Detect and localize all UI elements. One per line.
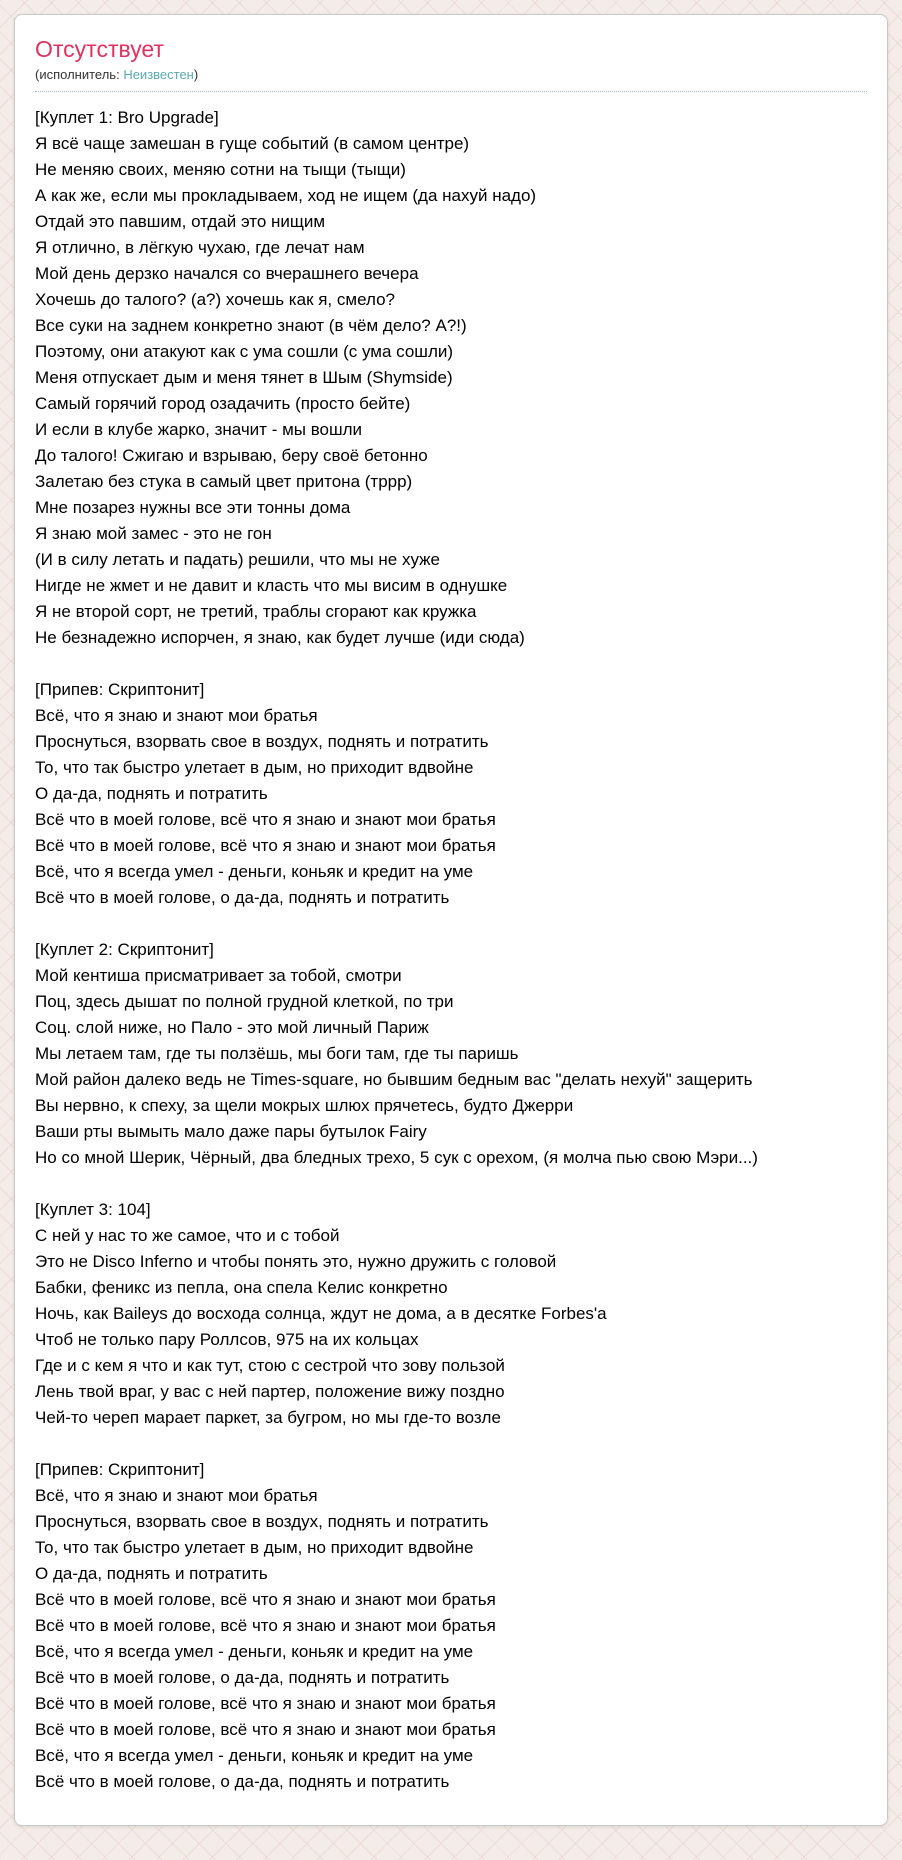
lyrics-line: Меня отпускает дым и меня тянет в Шым (Shymside)	[35, 368, 453, 387]
lyrics-line: Проснуться, взорвать свое в воздух, поднять и потратить	[35, 732, 489, 751]
lyrics-line: Всё, что я всегда умел - деньги, коньяк и кредит на уме	[35, 1746, 474, 1765]
lyrics-line: Мой район далеко ведь не Times-square, но бывшим бедным вас "делать нехуй" защерить	[35, 1070, 753, 1089]
lyrics-line: Поц, здесь дышат по полной грудной клеткой, по три	[35, 992, 454, 1011]
section-header: [Припев: Скриптонит]	[35, 680, 205, 699]
lyrics-line: Где и с кем я что и как тут, стою с сестрой что зову пользой	[35, 1356, 505, 1375]
lyrics-line: Всё что в моей голове, о да-да, поднять и потратить	[35, 1668, 450, 1687]
lyrics-text	[35, 105, 867, 1795]
lyrics-block	[35, 677, 867, 911]
lyrics-line: То, что так быстро улетает в дым, но приходит вдвойне	[35, 758, 474, 777]
song-title: Отсутствует	[35, 36, 164, 62]
lyrics-line: Всё что в моей голове, всё что я знаю и знают мои братья	[35, 836, 496, 855]
lyrics-line: Не меняю своих, меняю сотни на тыщи (тыщи)	[35, 160, 406, 179]
lyrics-line: Не безнадежно испорчен, я знаю, как будет лучше (иди сюда)	[35, 628, 525, 647]
lyrics-line: Чей-то череп марает паркет, за бугром, но мы где-то возле	[35, 1408, 501, 1427]
lyrics-line: Хочешь до талого? (а?) хочешь как я, смело?	[35, 290, 395, 309]
lyrics-block	[35, 1197, 867, 1431]
lyrics-line: Бабки, феникс из пепла, она спела Келис конкретно	[35, 1278, 448, 1297]
lyrics-line: Ваши рты вымыть мало даже пары бутылок Fairy	[35, 1122, 427, 1141]
lyrics-line: Всё что в моей голове, всё что я знаю и знают мои братья	[35, 1590, 496, 1609]
lyrics-line: С ней у нас то же самое, что и с тобой	[35, 1226, 340, 1245]
lyrics-line: Всё, что я всегда умел - деньги, коньяк и кредит на уме	[35, 1642, 474, 1661]
lyrics-line: Ночь, как Baileys до восхода солнца, ждут не дома, а в десятке Forbes'а	[35, 1304, 607, 1323]
lyrics-line: Отдай это павшим, отдай это нищим	[35, 212, 326, 231]
lyrics-line: Мне позарез нужны все эти тонны дома	[35, 498, 351, 517]
lyrics-line: И если в клубе жарко, значит - мы вошли	[35, 420, 363, 439]
lyrics-line: То, что так быстро улетает в дым, но приходит вдвойне	[35, 1538, 474, 1557]
lyrics-line: Соц. слой ниже, но Пало - это мой личный Париж	[35, 1018, 429, 1037]
section-header: [Куплет 1: Bro Upgrade]	[35, 108, 219, 127]
lyrics-line: О да-да, поднять и потратить	[35, 1564, 268, 1583]
lyrics-line: Залетаю без стука в самый цвет притона (тррр)	[35, 472, 413, 491]
lyrics-line: Я не второй сорт, не третий, траблы сгорают как кружка	[35, 602, 477, 621]
artist-label: (исполнитель:	[35, 67, 120, 82]
lyrics-line: Я всё чаще замешан в гуще событий (в самом центре)	[35, 134, 470, 153]
section-header: [Припев: Скриптонит]	[35, 1460, 205, 1479]
lyrics-block	[35, 105, 867, 651]
lyrics-line: Всё, что я знаю и знают мои братья	[35, 706, 318, 725]
lyrics-line: А как же, если мы прокладываем, ход не ищем (да нахуй надо)	[35, 186, 537, 205]
lyrics-line: До талого! Сжигаю и взрываю, беру своё бетонно	[35, 446, 428, 465]
lyrics-line: Проснуться, взорвать свое в воздух, поднять и потратить	[35, 1512, 489, 1531]
lyrics-line: Всё что в моей голове, всё что я знаю и знают мои братья	[35, 810, 496, 829]
lyrics-line: Всё что в моей голове, о да-да, поднять и потратить	[35, 888, 450, 907]
lyrics-line: Нигде не жмет и не давит и класть что мы висим в однушке	[35, 576, 508, 595]
lyrics-block	[35, 1457, 867, 1795]
artist-line	[35, 66, 867, 92]
lyrics-line: Мы летаем там, где ты ползёшь, мы боги там, где ты паришь	[35, 1044, 519, 1063]
lyrics-line: Чтоб не только пару Роллсов, 975 на их кольцах	[35, 1330, 419, 1349]
lyrics-line: Всё что в моей голове, всё что я знаю и знают мои братья	[35, 1720, 496, 1739]
lyrics-line: (И в силу летать и падать) решили, что мы не хуже	[35, 550, 441, 569]
artist-link[interactable]: Неизвестен	[123, 67, 194, 82]
lyrics-line: Мой день дерзко начался со вчерашнего вечера	[35, 264, 419, 283]
lyrics-line: Мой кентиша присматривает за тобой, смотри	[35, 966, 402, 985]
lyrics-line: Всё, что я знаю и знают мои братья	[35, 1486, 318, 1505]
section-header: [Куплет 2: Скриптонит]	[35, 940, 214, 959]
lyrics-line: Вы нервно, к спеху, за щели мокрых шлюх прячетесь, будто Джерри	[35, 1096, 574, 1115]
lyrics-line: Я отлично, в лёгкую чухаю, где лечат нам	[35, 238, 365, 257]
lyrics-card	[14, 14, 888, 1826]
lyrics-line: Это не Disco Inferno и чтобы понять это, нужно дружить с головой	[35, 1252, 557, 1271]
lyrics-line: Все суки на заднем конкретно знают (в чём дело? А?!)	[35, 316, 467, 335]
lyrics-line: Всё, что я всегда умел - деньги, коньяк и кредит на уме	[35, 862, 474, 881]
lyrics-line: Самый горячий город озадачить (просто бейте)	[35, 394, 411, 413]
section-header: [Куплет 3: 104]	[35, 1200, 151, 1219]
lyrics-line: Я знаю мой замес - это не гон	[35, 524, 272, 543]
lyrics-line: Поэтому, они атакуют как с ума сошли (с ума сошли)	[35, 342, 454, 361]
lyrics-line: Лень твой враг, у вас с ней партер, положение вижу поздно	[35, 1382, 505, 1401]
artist-close-paren: )	[193, 67, 199, 82]
lyrics-line: Но со мной Шерик, Чёрный, два бледных трехо, 5 сук с орехом, (я молча пью свою Мэри...)	[35, 1148, 758, 1167]
lyrics-line: Всё что в моей голове, всё что я знаю и знают мои братья	[35, 1694, 496, 1713]
lyrics-line: Всё что в моей голове, о да-да, поднять и потратить	[35, 1772, 450, 1791]
lyrics-line: Всё что в моей голове, всё что я знаю и знают мои братья	[35, 1616, 496, 1635]
lyrics-line: О да-да, поднять и потратить	[35, 784, 268, 803]
lyrics-block	[35, 937, 867, 1171]
